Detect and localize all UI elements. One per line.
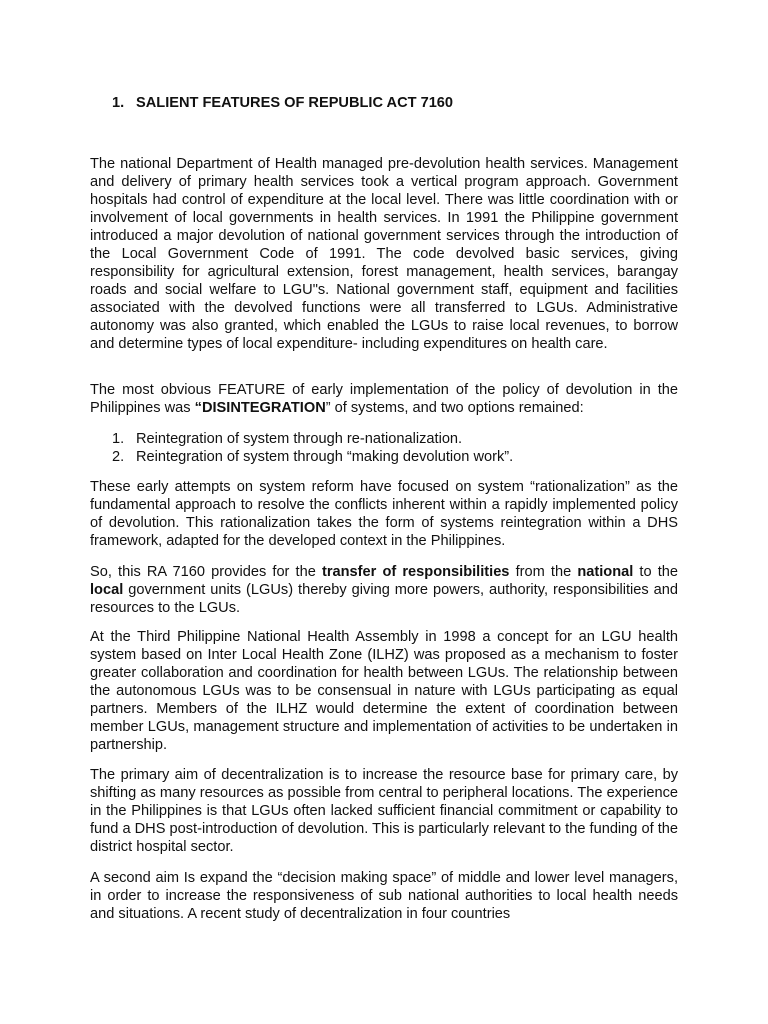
emphasis-disintegration: “DISINTEGRATION <box>194 400 326 416</box>
paragraph-disintegration <box>90 381 678 417</box>
paragraph-text: from the <box>509 564 578 580</box>
paragraph-text: So, this RA 7160 provides for the <box>90 564 322 580</box>
list-item <box>112 448 678 466</box>
section-heading <box>112 94 453 112</box>
list-item-number: 1. <box>112 431 125 447</box>
paragraph-ilhz: At the Third Philippine National Health Assembly in 1998 a concept for an LGU health system based on Inter Local Health Zone (ILHZ) was proposed as a mechanism to foster greater collaboration and coordination for health between LGUs. The relationship between the autonomous LGUs was to be consensual in nature with LGUs participating as equal partners. Members of the ILHZ would determine the extent of coordination between member LGUs, management structure and implementation of activities to be undertaken in partnership. <box>90 629 678 753</box>
section-title: SALIENT FEATURES OF REPUBLIC ACT 7160 <box>136 95 454 111</box>
paragraph-text: to the <box>633 564 679 580</box>
section-number: 1. <box>112 95 125 111</box>
paragraph-second-aim: A second aim Is expand the “decision making space” of middle and lower level managers, in order to increase the responsiveness of sub national authorities to local health needs and situations. A recent study of decentralization in four countries <box>90 870 678 922</box>
list-item <box>112 430 678 448</box>
paragraph-pre-devolution: The national Department of Health managed pre-devolution health services. Management and delivery of primary health services took a vertical program approach. Government hospitals had control of expenditure at the local level. There was little coordination with or involvement of local governments in health services. In 1991 the Philippine government introduced a major devolution of national government services through the introduction of the Local Government Code of 1991. The code devolved basic services, giving responsibility for agricultural extension, forest management, health services, barangay roads and social welfare to LGU"s. National government staff, equipment and facilities associated with the devolved functions were all transferred to LGUs. Administrative autonomy was also granted, which enabled the LGUs to raise local revenues, to borrow and determine types of local expenditure- including expenditures on health care. <box>90 156 678 352</box>
paragraph-primary-aim: The primary aim of decentralization is to increase the resource base for primary care, by shifting as many resources as possible from central to peripheral locations. The experience in the Philippines is that LGUs often lacked sufficient financial commitment or capability to fund a DHS post-introduction of devolution. This is particularly relevant to the funding of the district hospital sector. <box>90 767 678 855</box>
paragraph-rationalization: These early attempts on system reform have focused on system “rationalization” as the fundamental approach to resolve the conflicts inherent within a rapidly implemented policy of devolution. This rationalization takes the form of systems reintegration within a DHS framework, adapted for the developed context in the Philippines. <box>90 479 678 549</box>
paragraph-text: ” of systems, and two options remained: <box>325 400 584 416</box>
emphasis-transfer: transfer of responsibilities <box>321 564 510 580</box>
options-list <box>112 430 678 466</box>
emphasis-local: local <box>90 582 124 598</box>
list-item-text: Reintegration of system through re-nationalization. <box>136 431 463 447</box>
paragraph-transfer <box>90 563 678 617</box>
list-item-number: 2. <box>112 449 125 465</box>
emphasis-national: national <box>577 564 634 580</box>
paragraph-text: The most obvious FEATURE of early implementation of the policy of devolution in the Philippines was <box>90 382 678 416</box>
list-item-text: Reintegration of system through “making devolution work”. <box>136 449 514 465</box>
paragraph-text: government units (LGUs) thereby giving more powers, authority, responsibilities and resources to the LGUs. <box>90 582 678 616</box>
